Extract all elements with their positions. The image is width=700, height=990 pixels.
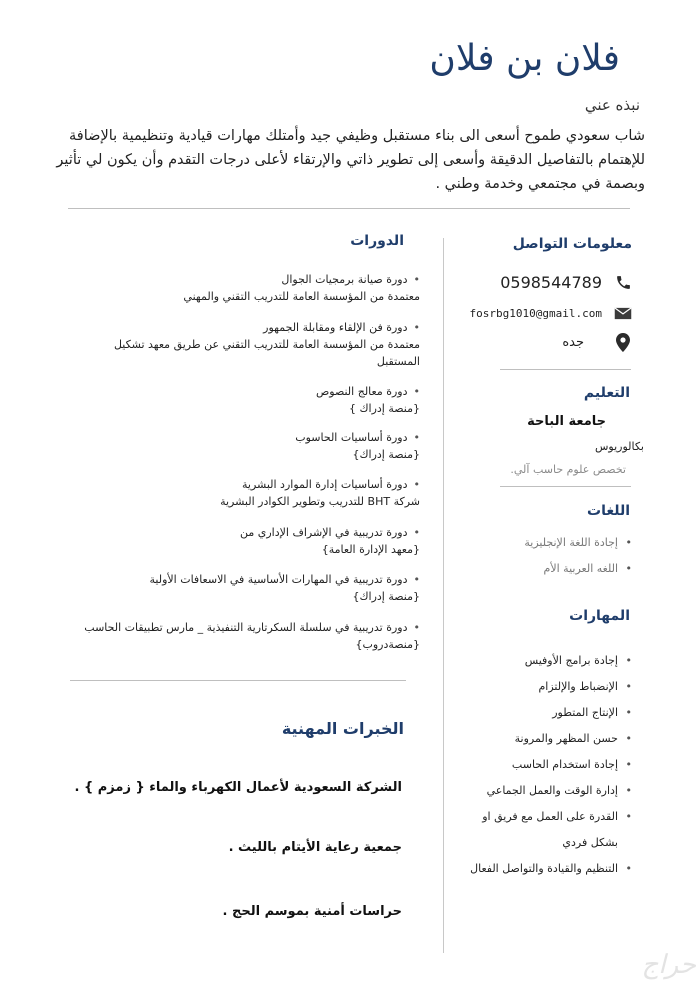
column-divider xyxy=(443,238,444,953)
bullet: • xyxy=(413,431,420,444)
languages-title: اللغات xyxy=(587,503,630,519)
course-item xyxy=(80,571,420,605)
bullet: • xyxy=(413,385,420,398)
course-name: دورة تدريبية في الإشراف الإداري من xyxy=(240,526,408,539)
course-name: دورة أساسيات الحاسوب xyxy=(295,431,408,444)
envelope-icon xyxy=(612,303,634,323)
list-item: • إجادة استخدام الحاسب xyxy=(467,752,632,778)
list-item: • إدارة الوقت والعمل الجماعي xyxy=(467,778,632,804)
list-item: • اللغه العربية الأم xyxy=(467,556,632,582)
bullet: • xyxy=(413,321,420,334)
degree: بكالوريوس xyxy=(594,440,644,453)
list-item: • إجادة اللغة الإنجليزية xyxy=(467,530,632,556)
course-name: دورة فن الإلقاء ومقابلة الجمهور xyxy=(263,321,408,334)
experience-item: جمعية رعاية الأيتام بالليث . xyxy=(228,840,402,855)
watermark-logo: حراج xyxy=(641,950,696,980)
bullet: • xyxy=(413,273,420,286)
course-detail: معتمدة من المؤسسة العامة للتدريب التقني والمهني xyxy=(183,290,420,303)
skills-title: المهارات xyxy=(569,608,630,624)
course-detail: {منصة إدراك} xyxy=(352,448,420,461)
email-address[interactable]: fosrbg1010@gmail.com xyxy=(469,306,602,320)
experience-item: الشركة السعودية لأعمال الكهرباء والماء { زمزم } . xyxy=(74,780,402,795)
city-row xyxy=(562,332,634,352)
university-name: جامعة الباحة xyxy=(527,414,606,429)
bullet: • xyxy=(413,526,420,539)
course-item xyxy=(80,383,420,417)
list-item: • التنظيم والقيادة والتواصل الفعال xyxy=(467,856,632,882)
header-divider xyxy=(68,208,630,209)
email-row xyxy=(470,303,634,323)
phone-number[interactable]: 0598544789 xyxy=(500,272,602,292)
skills-list xyxy=(467,648,632,882)
resume-name: فلان بن فلان xyxy=(429,38,620,79)
experience-item: حراسات أمنية بموسم الحج . xyxy=(222,904,402,919)
phone-icon xyxy=(612,272,634,292)
about-heading: نبذه عني xyxy=(584,96,640,114)
course-item xyxy=(80,319,420,370)
course-name: دورة تدريبية في المهارات الأساسية في الاسعافات الأولية xyxy=(149,573,408,586)
course-name: دورة صيانة برمجيات الجوال xyxy=(281,273,408,286)
course-item xyxy=(80,476,420,510)
major: تخصص علوم حاسب آلي. xyxy=(510,463,626,476)
bullet: • xyxy=(413,573,420,586)
list-item: • الإنضباط والإلتزام xyxy=(467,674,632,700)
experience-title: الخبرات المهنية xyxy=(281,719,404,738)
city: جده xyxy=(562,334,584,350)
education-divider xyxy=(500,486,631,487)
list-item: • إجادة برامج الأوفيس xyxy=(467,648,632,674)
course-detail: {منصةدروب} xyxy=(355,638,420,651)
list-item: • القدرة على العمل مع فريق او بشكل فردي xyxy=(467,804,632,856)
contact-divider xyxy=(500,369,631,370)
list-item: • الإنتاج المتطور xyxy=(467,700,632,726)
about-text: شاب سعودي طموح أسعى الى بناء مستقبل وظيفي جيد وأمتلك مهارات قيادية وتنظيمية بالإضافة للإهتمام بالتفاصيل الدقيقة وأسعى إلى تطوير ذاتي والإرتقاء لأعلى درجات التقدم وأن يكون لي تأثير وبصمة في مجتمعي وخدمة وطني . xyxy=(56,128,645,192)
course-detail: شركة BHT للتدريب وتطوير الكوادر البشرية xyxy=(220,495,420,508)
course-detail: {معهد الإدارة العامة} xyxy=(321,543,420,556)
course-detail: معتمدة من المؤسسة العامة للتدريب التقني عن طريق معهد تشكيل المستقبل xyxy=(113,338,420,368)
course-item xyxy=(80,524,420,558)
contact-title: معلومات التواصل xyxy=(512,236,632,252)
course-detail: {منصة إدراك} xyxy=(352,590,420,603)
bullet: • xyxy=(413,621,420,634)
course-item xyxy=(80,429,420,463)
course-item xyxy=(80,619,420,653)
course-name: دورة معالج النصوص xyxy=(315,385,408,398)
phone-row xyxy=(500,272,634,292)
courses-divider xyxy=(70,680,406,681)
list-item: • حسن المظهر والمرونة xyxy=(467,726,632,752)
courses-title: الدورات xyxy=(350,233,404,249)
languages-list xyxy=(467,530,632,582)
bullet: • xyxy=(413,478,420,491)
course-item xyxy=(80,271,420,305)
course-name: دورة تدريبية في سلسلة السكرتارية التنفيذية _ مارس تطبيقات الحاسب xyxy=(84,621,408,634)
location-pin-icon xyxy=(612,332,634,352)
course-name: دورة أساسيات إدارة الموارد البشرية xyxy=(241,478,408,491)
course-detail: {منصة إدراك } xyxy=(348,402,420,415)
education-title: التعليم xyxy=(583,385,630,401)
